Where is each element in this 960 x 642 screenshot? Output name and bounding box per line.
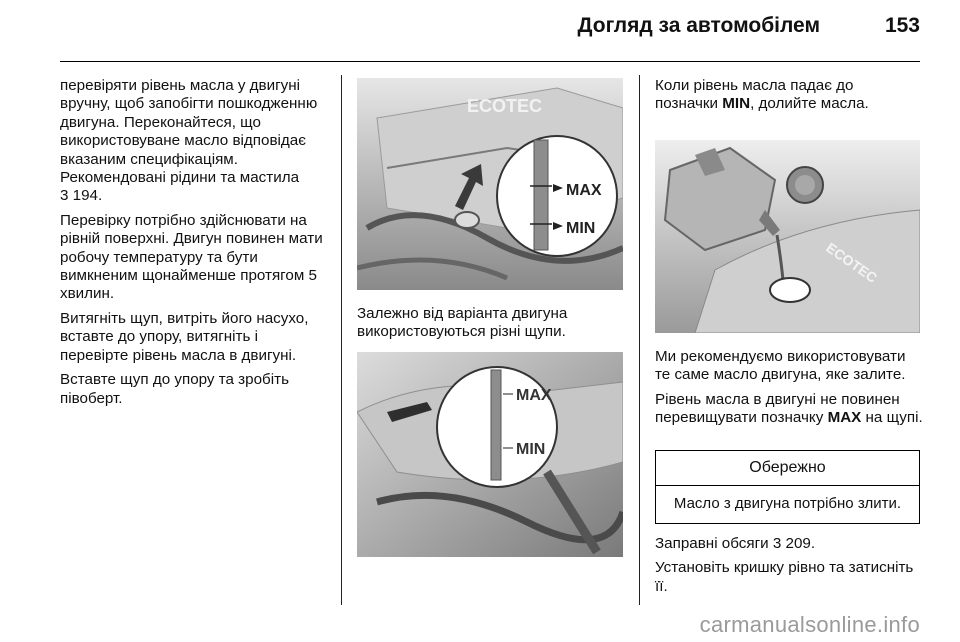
paragraph-text: Рівень масла в двигуні не повинен перевищувати позначку [655, 390, 900, 427]
max-mark-label: MAX [566, 182, 602, 199]
paragraph [655, 77, 920, 114]
engine-label: ECOTEC [823, 239, 881, 286]
paragraph-text: перевіряти рівень масла у двигуні вручну, щоб запобігти пошкодженню двигуна. Переконайтеся, що використовуване масло відповідає вказаним специфікаціям. Рекомендовані рідини та мастила [60, 77, 318, 187]
paragraph-text: Заправні обсяги [655, 535, 769, 552]
column-1 [60, 77, 328, 414]
column-divider-right [639, 75, 640, 605]
page-number: 153 [884, 14, 920, 37]
min-mark-reference: MIN [722, 95, 751, 113]
watermark: carmanualsonline.info [699, 612, 920, 637]
paragraph: Установіть кришку рівно та затисніть її. [655, 559, 914, 595]
paragraph-text: на щупі. [861, 409, 923, 427]
cross-reference: 3 209. [772, 535, 816, 552]
min-mark-label: MIN [516, 441, 546, 458]
cross-reference: 3 194. [60, 187, 103, 205]
column-3-middle [655, 348, 923, 434]
header-divider [60, 61, 920, 62]
oil-filling-figure [655, 140, 920, 333]
max-mark-reference: MAX [827, 409, 862, 427]
warning-text: Масло з двигуна потрібно злити. [673, 495, 902, 512]
paragraph [60, 77, 328, 206]
min-mark-label: MIN [566, 220, 596, 237]
engine-dipstick-illustration [357, 78, 623, 290]
paragraph: Вставте щуп до упору та зробіть півоберт. [60, 371, 289, 407]
paragraph: Перевірку потрібно здійснювати на рівній поверхні. Двигун повинен мати робочу температуру та бути вимкненим щонайменше протягом 5 хвилин. [60, 211, 323, 303]
paragraph-text: , долийте масла. [750, 95, 869, 113]
paragraph [655, 535, 923, 553]
paragraph: Витягніть щуп, витріть його насухо, вставте до упору, витягніть і перевірте рівень масла в двигуні. [60, 309, 309, 364]
paragraph [655, 391, 923, 428]
dipstick-figure-2 [357, 352, 623, 557]
paragraph-text: Коли рівень масла падає до позначки [655, 77, 854, 113]
engine-dipstick-illustration-2 [357, 352, 623, 557]
oil-bottle-pouring-illustration [655, 140, 920, 333]
column-divider-left [341, 75, 342, 605]
warning-box [655, 450, 920, 524]
figure-caption: Залежно від варіанта двигуна використовуються різні щупи. [357, 305, 568, 341]
warning-title: Обережно [656, 451, 919, 486]
engine-label: ECOTEC [467, 96, 543, 116]
page-title: Догляд за автомобілем [577, 14, 820, 37]
max-mark-label: MAX [516, 387, 552, 404]
dipstick-figure-1 [357, 78, 623, 290]
column-3-bottom [655, 535, 923, 602]
paragraph: Ми рекомендуємо використовувати те саме масло двигуна, яке залите. [655, 348, 906, 384]
column-3-intro [655, 77, 920, 120]
